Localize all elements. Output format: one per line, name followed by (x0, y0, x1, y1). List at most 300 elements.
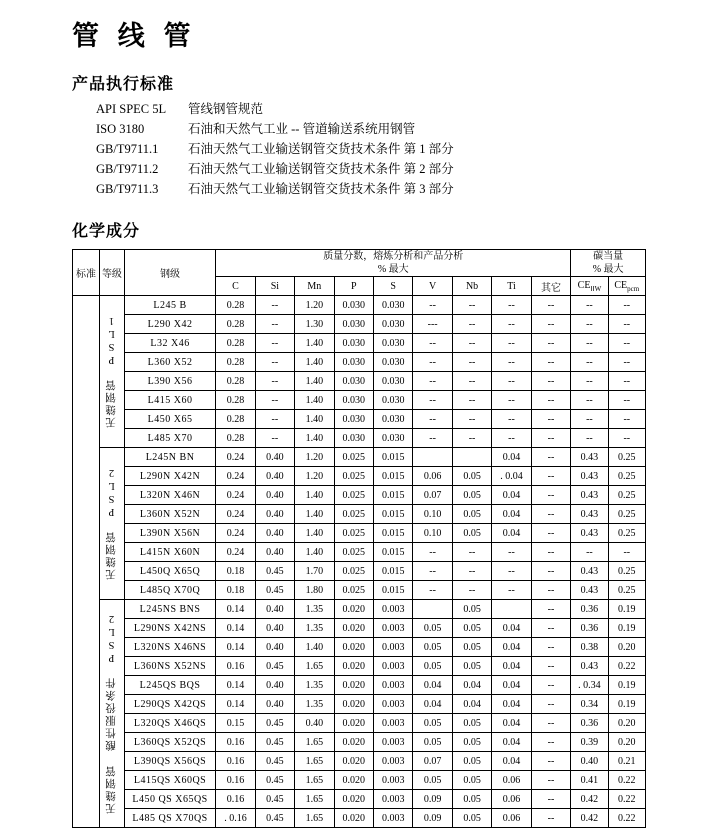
cell-value: 0.030 (373, 353, 412, 372)
cell-value: 1.40 (295, 524, 334, 543)
section-heading-standards: 产品执行标准 (72, 76, 175, 93)
cell-value: 0.36 (571, 619, 608, 638)
header-standard: 标准 (73, 250, 100, 296)
cell-value: 0.16 (216, 771, 255, 790)
cell-value: -- (531, 467, 571, 486)
cell-grade: L485Q X70Q (124, 581, 215, 600)
cell-value: -- (452, 562, 491, 581)
cell-value: -- (413, 562, 452, 581)
cell-value: 0.14 (216, 619, 255, 638)
cell-value: -- (608, 410, 645, 429)
cell-value: 0.14 (216, 638, 255, 657)
cell-value: -- (452, 372, 491, 391)
cell-value: 0.04 (492, 619, 531, 638)
cell-value: 0.40 (255, 543, 294, 562)
cell-value: -- (255, 372, 294, 391)
cell-grade: L245N BN (124, 448, 215, 467)
cell-value: 0.45 (255, 771, 294, 790)
cell-value: -- (452, 410, 491, 429)
cell-value: -- (492, 543, 531, 562)
standard-code: API SPEC 5L (96, 102, 167, 116)
cell-value: 0.28 (216, 391, 255, 410)
cell-value: 1.40 (295, 353, 334, 372)
cell-value: 0.020 (334, 733, 373, 752)
cell-value: 0.05 (413, 771, 452, 790)
cell-value: 0.24 (216, 505, 255, 524)
cell-value: 0.25 (608, 448, 645, 467)
cell-value: 1.30 (295, 315, 334, 334)
cell-value: 0.25 (608, 562, 645, 581)
cell-value: -- (255, 391, 294, 410)
standard-description: 石油天然气工业输送钢管交货技术条件 第 2 部分 (188, 162, 454, 176)
cell-value: 0.030 (334, 391, 373, 410)
cell-value: 0.14 (216, 600, 255, 619)
cell-value: 0.030 (373, 410, 412, 429)
list-item (0, 120, 718, 138)
cell-value: 0.04 (492, 752, 531, 771)
cell-value: -- (571, 391, 608, 410)
cell-value: -- (452, 429, 491, 448)
cell-value: 0.24 (216, 524, 255, 543)
cell-value: 0.003 (373, 600, 412, 619)
cell-grade: L485 QS X70QS (124, 809, 215, 828)
cell-value: -- (608, 353, 645, 372)
table-row (73, 752, 646, 771)
cell-value: 1.40 (295, 410, 334, 429)
cell-value: 0.28 (216, 429, 255, 448)
cell-value: 0.05 (452, 524, 491, 543)
cell-grade: L450 QS X65QS (124, 790, 215, 809)
cell-value: 0.40 (255, 638, 294, 657)
table-row (73, 486, 646, 505)
cell-value: 0.42 (571, 790, 608, 809)
cell-value: 0.19 (608, 676, 645, 695)
cell-value: 1.65 (295, 790, 334, 809)
cell-value: -- (531, 505, 571, 524)
header-ce-group-sub: % 最大 (592, 264, 624, 275)
cell-value: 0.10 (413, 524, 452, 543)
cell-value: -- (608, 315, 645, 334)
cell-value: -- (452, 315, 491, 334)
cell-value: 0.05 (413, 619, 452, 638)
cell-group-label: 无缝钢管 酸性服役条件 PSL2 (99, 600, 124, 828)
cell-value: -- (531, 809, 571, 828)
cell-value: 0.16 (216, 733, 255, 752)
cell-value: 1.40 (295, 486, 334, 505)
table-row (73, 714, 646, 733)
table-row (73, 676, 646, 695)
cell-value: 0.04 (492, 733, 531, 752)
cell-value: 0.22 (608, 657, 645, 676)
cell-value: 1.20 (295, 296, 334, 315)
cell-value: 0.030 (373, 429, 412, 448)
cell-value: -- (255, 315, 294, 334)
cell-group-label: 无缝钢管 PSL1 (99, 296, 124, 448)
table-row (73, 638, 646, 657)
cell-value: 0.025 (334, 543, 373, 562)
cell-value: 0.19 (608, 600, 645, 619)
cell-value: 0.22 (608, 771, 645, 790)
cell-value: 1.35 (295, 676, 334, 695)
cell-value: 0.030 (334, 429, 373, 448)
cell-value: 0.04 (492, 524, 531, 543)
cell-value: 0.28 (216, 296, 255, 315)
cell-value: 0.45 (255, 714, 294, 733)
cell-value: -- (531, 752, 571, 771)
cell-value: 0.40 (255, 505, 294, 524)
cell-value: -- (492, 315, 531, 334)
cell-value: -- (413, 391, 452, 410)
cell-value: 0.020 (334, 657, 373, 676)
cell-value: 0.04 (492, 657, 531, 676)
cell-value: 0.20 (608, 733, 645, 752)
cell-value: . 0.34 (571, 676, 608, 695)
cell-value: 0.003 (373, 676, 412, 695)
cell-value: 1.20 (295, 448, 334, 467)
cell-value: 0.43 (571, 505, 608, 524)
cell-value: 0.015 (373, 543, 412, 562)
table-row (73, 733, 646, 752)
header-mass-group (216, 250, 571, 277)
cell-value: 0.06 (492, 809, 531, 828)
cell-value: 0.04 (413, 695, 452, 714)
header-ce: $CE_{pcm}$ (608, 277, 645, 296)
cell-value: -- (531, 657, 571, 676)
cell-value: -- (413, 353, 452, 372)
cell-value: 0.003 (373, 619, 412, 638)
cell-value: 0.42 (571, 809, 608, 828)
cell-value: 0.20 (608, 638, 645, 657)
cell-value: -- (571, 372, 608, 391)
cell-value: 0.015 (373, 467, 412, 486)
table-row (73, 657, 646, 676)
cell-value: -- (571, 429, 608, 448)
cell-value: 0.10 (413, 505, 452, 524)
cell-value: -- (452, 543, 491, 562)
cell-value: -- (492, 410, 531, 429)
cell-value: 0.19 (608, 619, 645, 638)
cell-value: 0.020 (334, 638, 373, 657)
header-element: S (373, 277, 412, 296)
cell-grade: L290QS X42QS (124, 695, 215, 714)
header-level: 等级 (99, 250, 124, 296)
table-row (73, 695, 646, 714)
cell-value: 0.020 (334, 676, 373, 695)
cell-value: -- (571, 334, 608, 353)
header-mass-group-title: 质量分数，熔炼分析和产品分析 (323, 251, 464, 262)
cell-value: 0.030 (334, 334, 373, 353)
cell-value: 0.003 (373, 695, 412, 714)
cell-value: -- (531, 448, 571, 467)
table-row (73, 410, 646, 429)
header-element: Si (255, 277, 294, 296)
cell-value: -- (531, 543, 571, 562)
cell-value: 0.25 (608, 581, 645, 600)
section-heading-chemistry: 化学成分 (72, 223, 141, 240)
cell-value: 0.20 (608, 714, 645, 733)
cell-grade: L290N X42N (124, 467, 215, 486)
cell-value: 1.20 (295, 467, 334, 486)
table-row (73, 296, 646, 315)
cell-value: 0.04 (452, 676, 491, 695)
cell-value: 1.70 (295, 562, 334, 581)
cell-value: -- (531, 391, 571, 410)
table-row (73, 771, 646, 790)
table-row (73, 505, 646, 524)
cell-value: 0.030 (373, 315, 412, 334)
header-mass-group-sub: % 最大 (377, 264, 409, 275)
cell-value: 0.015 (373, 524, 412, 543)
cell-value: 0.28 (216, 410, 255, 429)
cell-value: 0.16 (216, 657, 255, 676)
cell-value: -- (571, 296, 608, 315)
cell-value: 0.40 (255, 448, 294, 467)
table-row (73, 353, 646, 372)
cell-value: 1.65 (295, 752, 334, 771)
cell-value: -- (531, 429, 571, 448)
cell-value: 0.45 (255, 790, 294, 809)
cell-value: 0.025 (334, 486, 373, 505)
cell-value: 0.04 (452, 695, 491, 714)
cell-value: 0.020 (334, 714, 373, 733)
cell-value: 0.030 (334, 296, 373, 315)
cell-value: 0.05 (413, 733, 452, 752)
cell-value: 0.025 (334, 448, 373, 467)
table-row (73, 581, 646, 600)
cell-value: 0.36 (571, 600, 608, 619)
cell-value: 0.06 (492, 771, 531, 790)
cell-value: 0.030 (334, 410, 373, 429)
cell-value: -- (413, 334, 452, 353)
standard-code: GB/T9711.1 (96, 142, 159, 156)
cell-value: -- (255, 353, 294, 372)
cell-value: 0.030 (373, 391, 412, 410)
cell-value: 1.40 (295, 429, 334, 448)
cell-value: 0.05 (452, 505, 491, 524)
cell-value: -- (492, 581, 531, 600)
cell-value: 0.05 (452, 771, 491, 790)
cell-value: 0.030 (334, 353, 373, 372)
cell-value: -- (452, 296, 491, 315)
cell-value: -- (492, 353, 531, 372)
cell-value: 0.45 (255, 809, 294, 828)
table-row (73, 448, 646, 467)
cell-value: 0.015 (373, 505, 412, 524)
cell-value: 0.025 (334, 467, 373, 486)
cell-value: 0.07 (413, 752, 452, 771)
cell-value: -- (531, 372, 571, 391)
cell-value: 0.04 (492, 505, 531, 524)
cell-value: 0.19 (608, 695, 645, 714)
cell-value: -- (413, 296, 452, 315)
cell-value: -- (531, 619, 571, 638)
cell-value: 0.36 (571, 714, 608, 733)
cell-grade: L320QS X46QS (124, 714, 215, 733)
cell-grade: L415QS X60QS (124, 771, 215, 790)
cell-value: 0.030 (373, 372, 412, 391)
cell-value: 0.45 (255, 581, 294, 600)
cell-value: 1.80 (295, 581, 334, 600)
cell-value: 0.025 (334, 562, 373, 581)
cell-value: -- (452, 353, 491, 372)
cell-value: 0.43 (571, 486, 608, 505)
header-ce: $CE_{ⅠⅠW}$ (571, 277, 608, 296)
cell-value: 0.40 (255, 695, 294, 714)
cell-value: 0.14 (216, 695, 255, 714)
standard-description: 石油天然气工业输送钢管交货技术条件 第 3 部分 (188, 182, 454, 196)
cell-value: 0.003 (373, 733, 412, 752)
cell-value: 1.65 (295, 657, 334, 676)
cell-grade: L390 X56 (124, 372, 215, 391)
cell-value: 0.020 (334, 809, 373, 828)
cell-value: 0.05 (452, 790, 491, 809)
cell-value: 0.015 (373, 581, 412, 600)
table-row (73, 467, 646, 486)
table-row (73, 429, 646, 448)
cell-value: 0.015 (373, 562, 412, 581)
cell-value: 0.45 (255, 657, 294, 676)
cell-value: 0.003 (373, 771, 412, 790)
cell-value: 0.24 (216, 467, 255, 486)
cell-grade: L450Q X65Q (124, 562, 215, 581)
cell-value: 1.65 (295, 771, 334, 790)
cell-value: 0.22 (608, 809, 645, 828)
cell-value: 0.020 (334, 790, 373, 809)
cell-value: -- (531, 790, 571, 809)
cell-value: 0.25 (608, 467, 645, 486)
cell-value: 1.40 (295, 505, 334, 524)
header-grade: 钢级 (124, 250, 215, 296)
cell-value: 0.020 (334, 771, 373, 790)
header-element: Nb (452, 277, 491, 296)
cell-value: 0.28 (216, 353, 255, 372)
cell-value: 0.025 (334, 581, 373, 600)
cell-value: -- (608, 372, 645, 391)
cell-value: 0.020 (334, 695, 373, 714)
page-title: 管 线 管 (72, 21, 197, 51)
cell-value: 0.04 (492, 486, 531, 505)
cell-grade: L245 B (124, 296, 215, 315)
table-row (73, 619, 646, 638)
cell-value: 0.04 (492, 638, 531, 657)
cell-value: -- (492, 562, 531, 581)
cell-value: 0.030 (373, 296, 412, 315)
cell-value: -- (492, 334, 531, 353)
table-row (73, 543, 646, 562)
table-row (73, 524, 646, 543)
standards-list (0, 100, 718, 198)
table-row (73, 600, 646, 619)
cell-value: 0.43 (571, 467, 608, 486)
cell-value: 0.003 (373, 809, 412, 828)
cell-value: -- (492, 372, 531, 391)
cell-value: 1.35 (295, 600, 334, 619)
cell-value: -- (413, 372, 452, 391)
cell-value: 0.14 (216, 676, 255, 695)
chemistry-table-wrap (72, 249, 646, 828)
cell-value: 0.25 (608, 524, 645, 543)
cell-value: 0.003 (373, 638, 412, 657)
cell-grade: L450 X65 (124, 410, 215, 429)
cell-value: 0.025 (334, 505, 373, 524)
header-element: V (413, 277, 452, 296)
cell-value: -- (531, 695, 571, 714)
header-element: P (334, 277, 373, 296)
cell-value: -- (413, 581, 452, 600)
cell-value: 0.05 (452, 733, 491, 752)
cell-value: 0.05 (413, 714, 452, 733)
cell-value: 0.15 (216, 714, 255, 733)
cell-value (413, 600, 452, 619)
cell-value: 0.05 (452, 714, 491, 733)
cell-value: 0.05 (452, 486, 491, 505)
cell-value: 0.06 (413, 467, 452, 486)
cell-value: -- (255, 429, 294, 448)
cell-value: -- (608, 296, 645, 315)
cell-value: -- (255, 296, 294, 315)
cell-value: -- (531, 733, 571, 752)
cell-value: -- (571, 315, 608, 334)
cell-value: 0.38 (571, 638, 608, 657)
cell-value: 0.003 (373, 790, 412, 809)
cell-value: -- (492, 429, 531, 448)
cell-value (492, 600, 531, 619)
cell-grade: L245QS BQS (124, 676, 215, 695)
standard-description: 管线钢管规范 (188, 102, 264, 116)
cell-value: -- (531, 410, 571, 429)
cell-value: 1.40 (295, 391, 334, 410)
cell-value: 1.65 (295, 733, 334, 752)
cell-value: 0.030 (373, 334, 412, 353)
cell-grade: L360 X52 (124, 353, 215, 372)
standard-code: ISO 3180 (96, 122, 145, 136)
header-ce-group-title: 碳当量 (593, 251, 624, 262)
table-row (73, 315, 646, 334)
cell-value: 0.40 (255, 600, 294, 619)
cell-value: 0.43 (571, 657, 608, 676)
cell-grade: L415 X60 (124, 391, 215, 410)
cell-value: 0.18 (216, 581, 255, 600)
cell-grade: L485 X70 (124, 429, 215, 448)
cell-value: 0.25 (608, 505, 645, 524)
cell-value: 0.16 (216, 790, 255, 809)
cell-value: 0.34 (571, 695, 608, 714)
cell-value: 0.04 (492, 695, 531, 714)
cell-value: 0.09 (413, 809, 452, 828)
cell-value: -- (452, 581, 491, 600)
cell-grade: L290 X42 (124, 315, 215, 334)
cell-value: -- (413, 429, 452, 448)
cell-value: 0.05 (413, 657, 452, 676)
cell-value: 0.015 (373, 448, 412, 467)
cell-value: -- (531, 524, 571, 543)
cell-value: . 0.04 (492, 467, 531, 486)
cell-value: 0.40 (255, 486, 294, 505)
cell-value: 0.39 (571, 733, 608, 752)
cell-value (452, 448, 491, 467)
cell-value: 0.05 (452, 467, 491, 486)
cell-value: 0.05 (452, 638, 491, 657)
cell-value: -- (531, 638, 571, 657)
cell-grade: L290NS X42NS (124, 619, 215, 638)
cell-value: 0.030 (334, 372, 373, 391)
cell-value: 1.40 (295, 372, 334, 391)
cell-value: 0.05 (452, 809, 491, 828)
cell-value: -- (413, 543, 452, 562)
cell-value: 0.25 (608, 486, 645, 505)
cell-value: 1.35 (295, 619, 334, 638)
cell-value: 0.05 (452, 619, 491, 638)
